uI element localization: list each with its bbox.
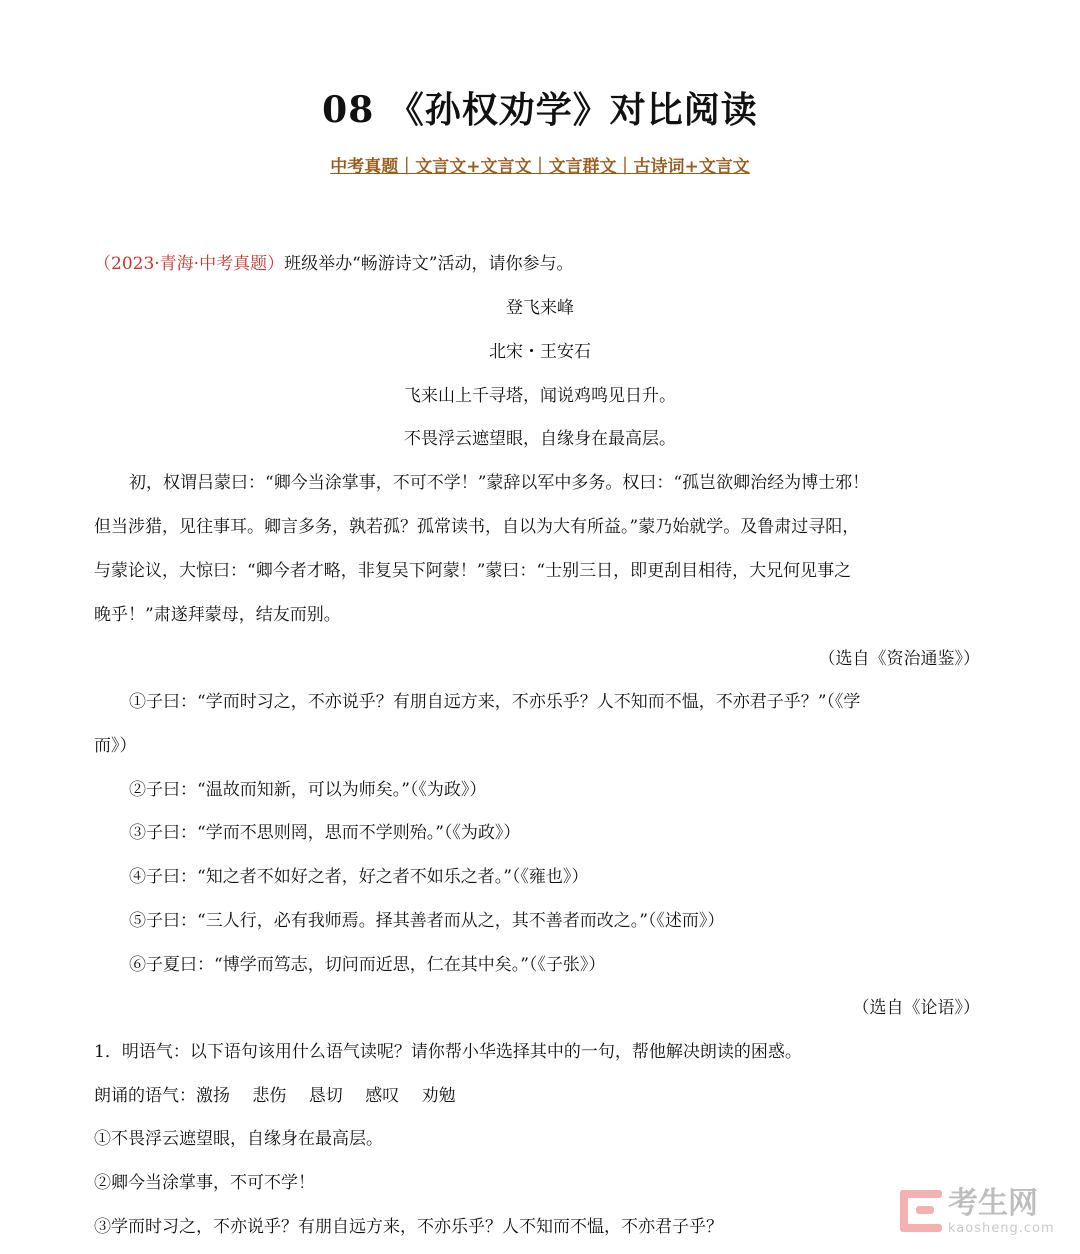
passage-line: 晚乎！”肃遂拜蒙母，结友而别。 (94, 605, 341, 625)
analects-item: ⑥子夏曰：“博学而笃志，切问而近思，仁在其中矣。”（《子张》） (129, 955, 606, 975)
poem-title: 登飞来峰 (506, 298, 574, 318)
passage-line: 与蒙论议，大惊曰：“卿今者才略，非复吴下阿蒙！”蒙曰：“士别三日，即更刮目相待，大兄何见事之 (94, 561, 852, 581)
sentence-option: ②卿今当涂掌事，不可不学！ (94, 1173, 315, 1193)
passage-line: 但当涉猎，见往事耳。卿言多务，孰若孤？孤常读书，自以为大有所益。”蒙乃始就学。及鲁肃过寻阳， (94, 517, 860, 537)
poem-line: 不畏浮云遮望眼，自缘身在最高层。 (404, 429, 676, 449)
analects-item: ①子曰：“学而时习之，不亦说乎？有朋自远方来，不亦乐乎？人不知而不愠，不亦君子乎？”（《学 (129, 692, 861, 712)
sentence-option: ③学而时习之，不亦说乎？有朋自远方来，不亦乐乎？人不知而不愠，不亦君子乎？ (94, 1217, 723, 1237)
watermark (900, 1182, 1060, 1240)
analects-item: 而》） (94, 736, 137, 756)
question-1-prompt: 1．明语气：以下语句该用什么语气读呢？请你帮小华选择其中的一句，帮他解决朗读的困惑。 (94, 1042, 802, 1062)
kaosheng-logo-icon (900, 1190, 942, 1232)
passage-source: （选自《资治通鉴》） (818, 649, 980, 669)
watermark-url: kaosheng.com (948, 1220, 1055, 1236)
analects-source: （选自《论语》） (852, 998, 980, 1018)
analects-item: ⑤子曰：“三人行，必有我师焉。择其善者而从之，其不善者而改之。”（《述而》） (129, 911, 725, 931)
watermark-text: 考生网 (948, 1185, 1038, 1221)
analects-item: ③子曰：“学而不思则罔，思而不学则殆。”（《为政》） (129, 823, 521, 843)
question-intro (94, 252, 573, 276)
sentence-option: ①不畏浮云遮望眼，自缘身在最高层。 (94, 1129, 383, 1149)
passage-line: 初，权谓吕蒙曰：“卿今当涂掌事，不可不学！”蒙辞以军中多务。权曰：“孤岂欲卿治经为博士邪！ (129, 473, 870, 493)
page-title: 08 《孙权劝学》对比阅读 (322, 89, 758, 131)
category-tags: 中考真题｜文言文+文言文｜文言群文｜古诗词+文言文 (330, 157, 750, 177)
poem-line: 飞来山上千寻塔，闻说鸡鸣见日升。 (404, 386, 676, 406)
question-intro-text: 班级举办“畅游诗文”活动，请你参与。 (284, 254, 574, 274)
poem-author: 北宋・王安石 (489, 342, 591, 362)
analects-item: ④子曰：“知之者不如好之者，好之者不如乐之者。”（《雍也》） (129, 867, 589, 887)
question-source: （2023·青海·中考真题） (94, 254, 285, 274)
analects-item: ②子曰：“温故而知新，可以为师矣。”（《为政》） (129, 780, 487, 800)
tone-options: 朗诵的语气：激扬 悲伤 恳切 感叹 劝勉 (94, 1086, 456, 1106)
